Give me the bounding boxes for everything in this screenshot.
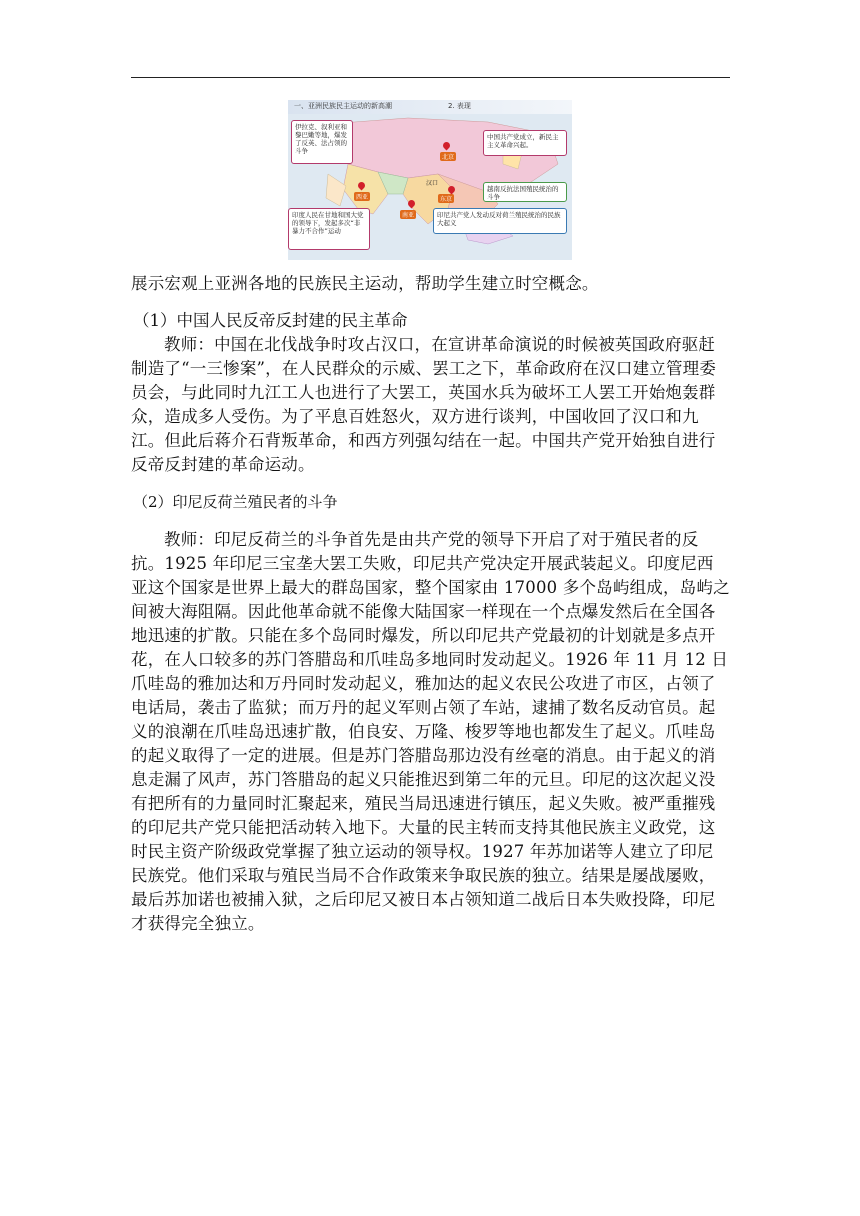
callout-china: 中国共产党成立，新民主主义革命兴起。 [483, 130, 567, 156]
map-label-beijing: 北京 [442, 154, 455, 161]
figure-banner-subtitle: 2. 表现 [448, 102, 471, 110]
callout-vietnam: 越南反抗法国殖民统治的斗争 [483, 182, 567, 202]
map-label-nanya: 南亚 [402, 212, 415, 219]
section-1-body: 教师：中国在北伐战争时攻占汉口，在宣讲革命演说的时候被英国政府驱赶制造了“一三惨案”，在人民群众的示威、罢工之下，革命政府在汉口建立管理委员会，与此同时九江工人也进行了大罢工，英国水兵为破坏工人罢工开始炮轰群众，造成多人受伤。为了平息百姓怒火，双方进行谈判，中国收回了汉口和九江。但此后蒋介石背叛革命，和西方列强勾结在一起。中国共产党开始独自进行反帝反封建的革命运动。 [131, 335, 717, 474]
section-1-heading: （1）中国人民反帝反封建的民主革命 [133, 311, 408, 330]
section-2-heading: （2）印尼反荷兰殖民者的斗争 [133, 493, 338, 511]
figure-banner-title: 一、亚洲民族民主运动的新高潮 [294, 102, 392, 110]
callout-west-asia: 伊拉克、叙利亚和黎巴嫩等地，爆发了反英、法占领的斗争 [291, 120, 353, 164]
asia-movements-map-figure [288, 100, 572, 260]
header-rule [131, 77, 730, 78]
section-2-body: 教师：印尼反荷兰的斗争首先是由共产党的领导下开启了对于殖民者的反抗。1925 年印尼三宝垄大罢工失败，印尼共产党决定开展武装起义。印度尼西亚这个国家是世界上最大的群岛国家，整个国家由 17000 多个岛屿组成，岛屿之间被大海阻隔。因此他革命就不能像大陆国家一样现在一个点爆发然后在全国各地迅速的扩散。只能在多个岛同时爆发，所以印尼共产党最初的计划就是多点开花，在人口较多的苏门答腊岛和爪哇岛多地同时发动起义。1926 年 11 月 12 日爪哇岛的雅加达和万丹同时发动起义，雅加达的起义农民公攻进了市区，占领了电话局，袭击了监狱；而万丹的起义军则占领了车站，逮捕了数名反动官员。起义的浪潮在爪哇岛迅速扩散，伯良安、万隆、梭罗等地也都发生了起义。爪哇岛的起义取得了一定的进展。但是苏门答腊岛那边没有丝毫的消息。由于起义的消息走漏了风声，苏门答腊岛的起义只能推迟到第二年的元旦。印尼的这次起义没有把所有的力量同时汇聚起来，殖民当局迅速进行镇压，起义失败。被严重摧残的印尼共产党只能把活动转入地下。大量的民主转而支持其他民族主义政党，这时民主资产阶级政党掌握了独立运动的领导权。1927 年苏加诺等人建立了印尼民族党。他们采取与殖民当局不合作政策来争取民族的独立。结果是屡战屡败，最后苏加诺也被捕入狱，之后印尼又被日本占领知道二战后日本失败投降，印尼才获得完全独立。 [131, 530, 730, 933]
figure-caption: 展示宏观上亚洲各地的民族民主运动，帮助学生建立时空概念。 [131, 274, 599, 293]
callout-india: 印度人民在甘地和国大党的领导下，发起多次“非暴力不合作”运动 [288, 208, 370, 250]
map-label-hankou: 汉口 [426, 180, 439, 187]
map-label-xiya: 西亚 [356, 194, 369, 201]
map-label-dongjing: 东京 [440, 196, 453, 203]
callout-indonesia: 印尼共产党人发动反对荷兰殖民统治的民族大起义 [433, 208, 567, 234]
figure-banner [288, 100, 572, 114]
